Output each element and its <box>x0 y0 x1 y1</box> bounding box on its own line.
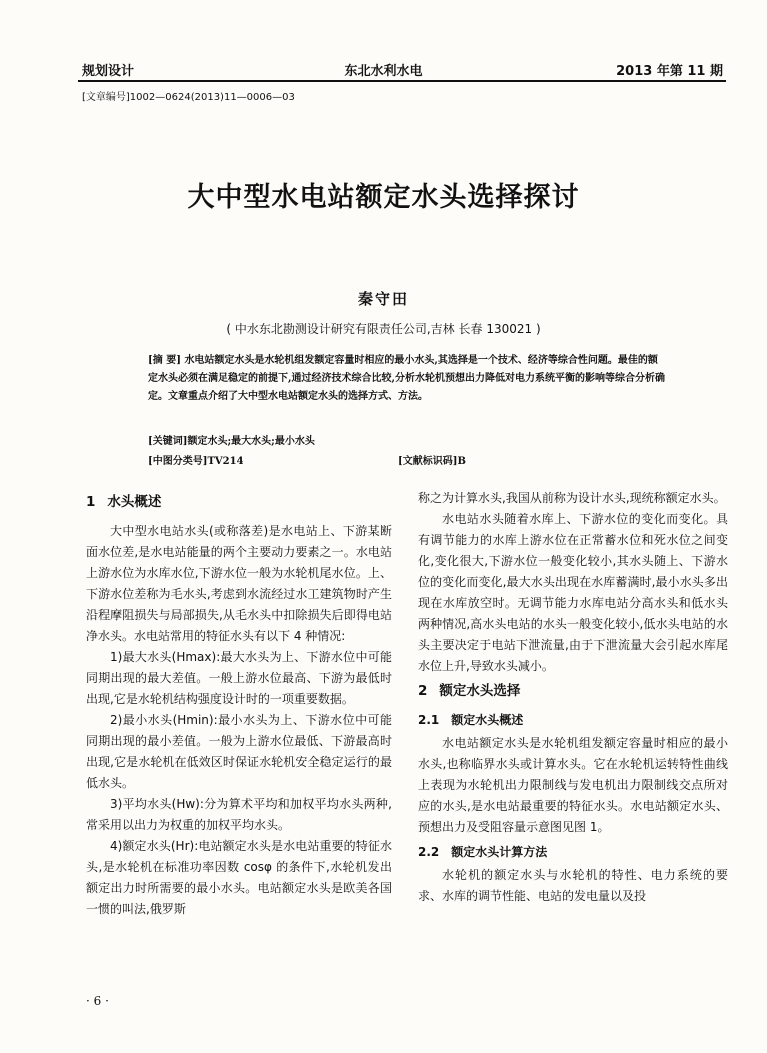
paragraph: 称之为计算水头,我国从前称为设计水头,现统称额定水头。 <box>418 491 726 505</box>
paragraph: 大中型水电站水头(或称落差)是水电站上、下游某断面水位差,是水电站能量的两个主要动力要素之一。水电站上游水位为水库水位,下游水位一般为水轮机尾水位。上、下游水位差称为毛水头,考虑到水流经过水工建筑物时产生沿程摩阻损失与局部损失,从毛水头中扣除损失后即得电站净水头。水电站常用的特征水头有以下 4 种情况: <box>86 524 392 643</box>
doc-code-label: [文献标识码] <box>398 456 458 467</box>
article-number: [文章编号]1002—0624(2013)11—0006—03 <box>82 92 295 103</box>
author: 秦守田 <box>357 290 409 308</box>
affiliation: ( 中水东北勘测设计研究有限责任公司,吉林 长春 130021 ) <box>226 322 541 336</box>
left-column <box>86 488 392 920</box>
paragraph: 3)平均水头(Hw):分为算术平均和加权平均水头两种,常采用以出力为权重的加权平均水头。 <box>86 797 392 832</box>
paragraph: 水电站水头随着水库上、下游水位的变化而变化。具有调节能力的水库上游水位在正常蓄水位和死水位之间变化,变化很大,下游水位一般变化较小,其水头随上、下游水位的变化而变化,最大水头出现在水库蓄满时,最小水头多出现在水库放空时。无调节能力水库电站分高水头和低水头两种情况,高水头电站的水头一般变化较小,低水头电站的水头主要决定于电站下泄流量,由于下泄流量大会引起水库尾水位上升,导致水头减小。 <box>418 512 728 673</box>
header-issue: 2013 年第 11 期 <box>616 64 723 79</box>
header-section: 规划设计 <box>82 64 135 79</box>
header-rule <box>78 80 726 82</box>
paragraph: 水轮机的额定水头与水轮机的特性、电力系统的要求、水库的调节性能、电站的发电量以及投 <box>418 868 728 903</box>
doc-code-text: B <box>457 456 466 467</box>
right-column <box>418 488 728 907</box>
abstract <box>148 352 666 406</box>
abstract-text: 水电站额定水头是水轮机组发额定容量时相应的最小水头,其选择是一个技术、经济等综合性问题。最佳的额定水头必须在满足稳定的前提下,通过经济技术综合比较,分析水轮机预想出力降低对电力系统平衡的影响等综合分析确定。文章重点介绍了大中型水电站额定水头的选择方式、方法。 <box>148 355 665 402</box>
section-1-heading: 1 水头概述 <box>86 494 162 510</box>
section-2-heading: 2 额定水头选择 <box>418 683 521 699</box>
section-2-2-heading: 2.2 额定水头计算方法 <box>418 845 548 859</box>
paragraph: 4)额定水头(Hr):电站额定水头是水电站重要的特征水头,是水轮机在标准功率因数 cosφ 的条件下,水轮机发出额定出力时所需要的最小水头。电站额定水头是欧美各国一惯的叫法,俄罗斯 <box>86 839 392 916</box>
paragraph: 1)最大水头(Hmax):最大水头为上、下游水位中可能同期出现的最大差值。一般上游水位最高、下游为最低时出现,它是水轮机结构强度设计时的一项重要数据。 <box>86 650 392 706</box>
section-2-1-heading: 2.1 额定水头概述 <box>418 713 524 727</box>
keywords <box>148 432 666 447</box>
paragraph: 2)最小水头(Hmin):最小水头为上、下游水位中可能同期出现的最小差值。一般为上游水位最低、下游最高时出现,它是水轮机在低效区时保证水轮机安全稳定运行的最低水头。 <box>86 713 392 790</box>
abstract-label: [摘 要] <box>148 355 181 366</box>
page-number: · 6 · <box>86 994 109 1008</box>
header-journal: 东北水利水电 <box>344 64 423 79</box>
keywords-label: [关键词] <box>148 436 188 447</box>
paragraph: 水电站额定水头是水轮机组发额定容量时相应的最小水头,也称临界水头或计算水头。它在水轮机运转特性曲线上表现为水轮机出力限制线与发电机出力限制线交点所对应的水头,是水电站最重要的特征水头。水电站额定水头、预想出力及受阻容量示意图见图 1。 <box>418 736 728 834</box>
classification-label: [中图分类号] <box>148 456 208 467</box>
classification-text: TV214 <box>207 456 244 467</box>
doc-code <box>398 452 598 467</box>
keywords-text: 额定水头;最大水头;最小水头 <box>187 436 315 447</box>
paper-title: 大中型水电站额定水头选择探讨 <box>187 182 580 213</box>
